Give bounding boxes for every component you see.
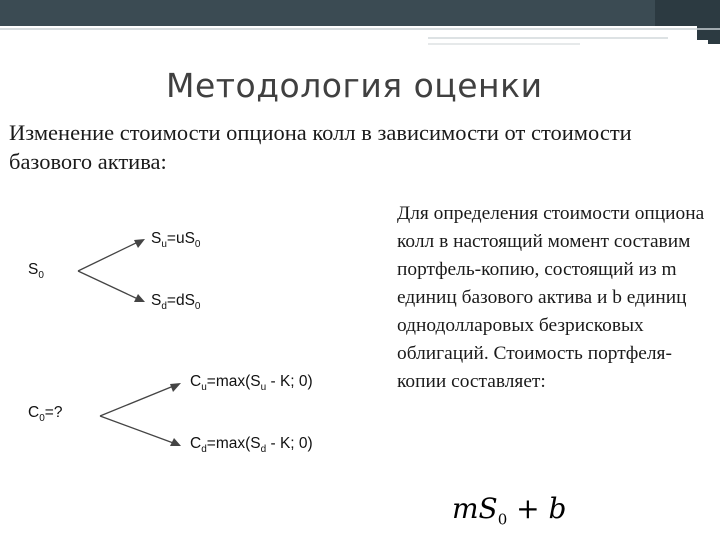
slide-title: Методология оценки [166,66,543,105]
option-down-label: $C_d=\max(S_d - K$; 0) [190,435,313,456]
option-root-label: $C_0=$? [28,404,63,425]
option-up-label: $C_u=\max(S_u - K$; 0) [190,373,313,394]
portfolio-formula: $mS_0 + b$ [452,492,567,529]
stock-up-label: $S_u=uS_0$ [151,230,201,251]
intro-text: Изменение стоимости опциона колл в зависимости от стоимости базового актива: [9,120,632,174]
replication-paragraph: Для определения стоимости опциона колл в настоящий момент составим портфель-копию, состоящий из m единиц базового актива и b единиц однодолларовых безрисковых облигаций. Стоимость портфеля-копии составляет: [397,203,705,392]
stock-root-label: $S_0$ [28,261,44,282]
stock-down-label: $S_d=dS_0$ [151,292,201,313]
